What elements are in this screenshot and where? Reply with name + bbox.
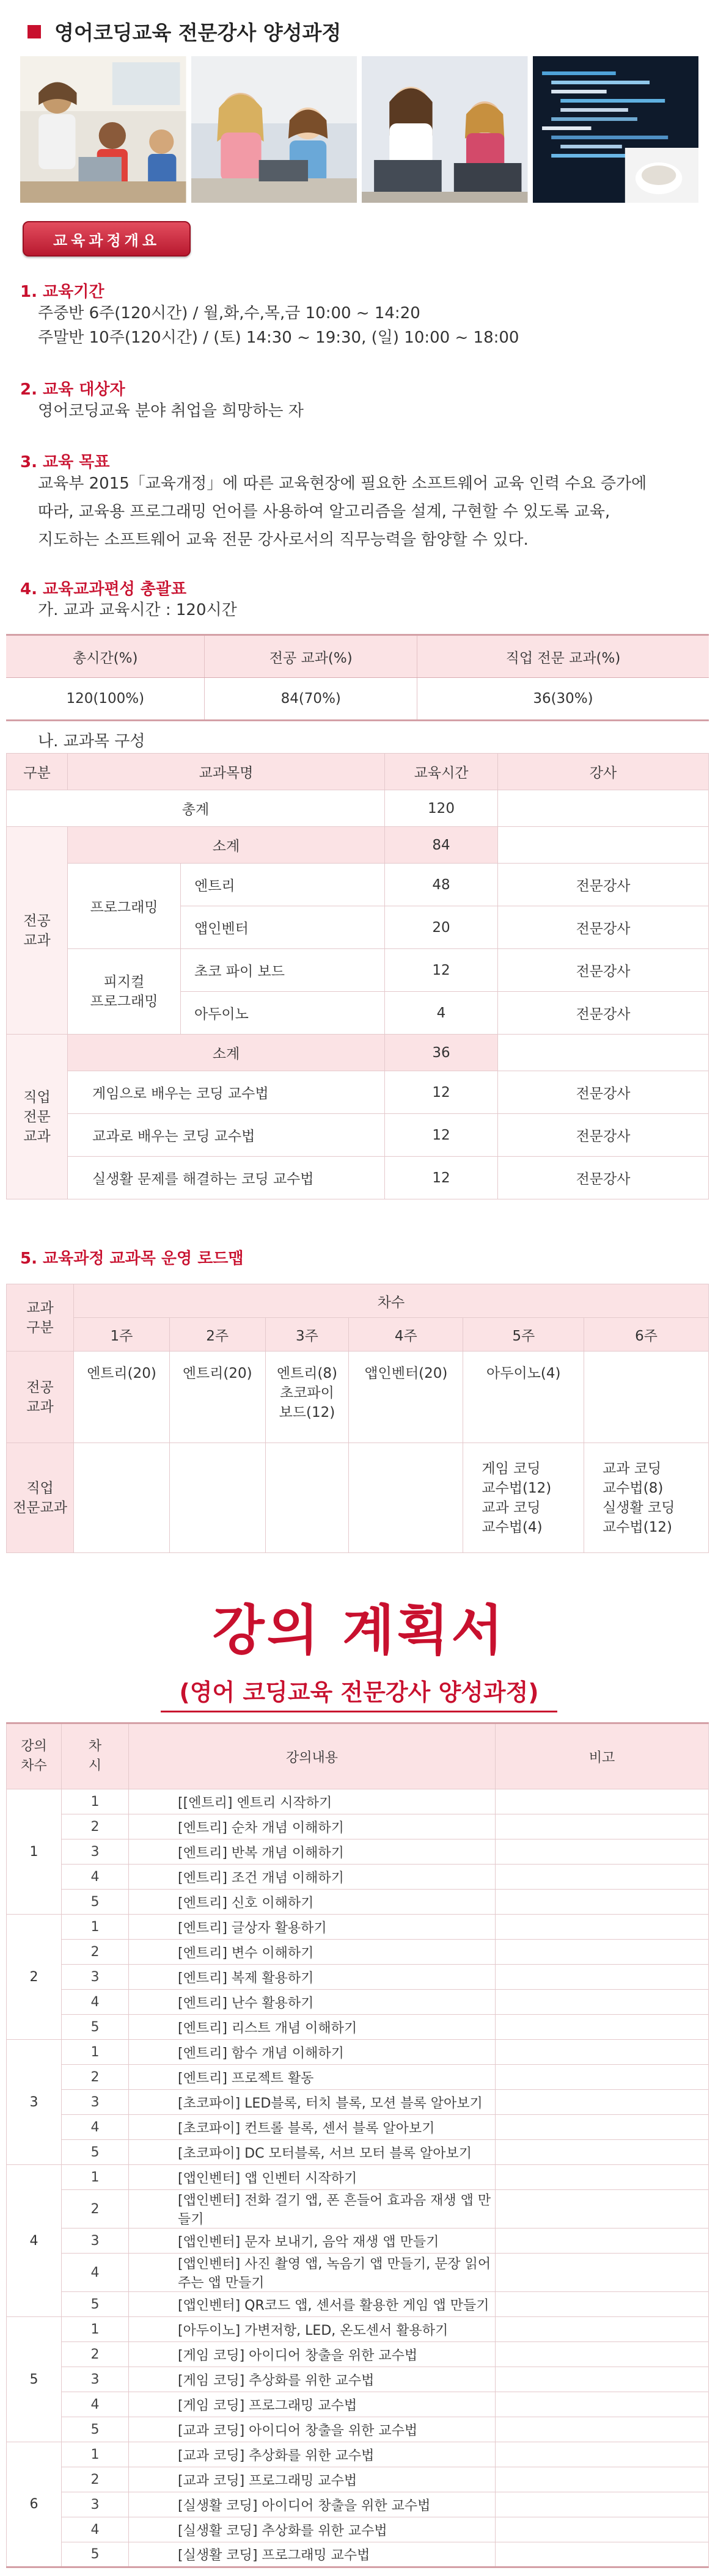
table-header: 강의내용 [129, 1723, 496, 1789]
table-row [7, 1352, 709, 1443]
lecture-note [496, 2065, 709, 2090]
week-header: 2주 [169, 1318, 265, 1352]
lecture-session-number: 4 [62, 2517, 129, 2542]
lecture-content: [초코파이] LED블록, 터치 블록, 모션 블록 알아보기 [129, 2090, 496, 2115]
subject-hours: 12 [385, 1157, 498, 1199]
lecture-content: [초코파이] 컨트롤 블록, 센서 블록 알아보기 [129, 2115, 496, 2140]
photo-classroom [20, 56, 186, 203]
table-row [7, 1940, 709, 1965]
section-heading-summary: 4. 교육교과편성 총괄표 [20, 580, 187, 599]
roadmap-cell [265, 1443, 349, 1553]
photo-code-screen [533, 56, 699, 203]
roadmap-cell: 엔트리(8) 초코파이 보드(12) [265, 1352, 349, 1443]
lecture-note [496, 2392, 709, 2417]
roadmap-table [6, 1284, 709, 1553]
table-header: 구분 [7, 754, 68, 790]
table-row [7, 949, 709, 992]
lecture-note [496, 2040, 709, 2065]
table-row [7, 2015, 709, 2040]
table-row [7, 2542, 709, 2567]
lecture-week-number: 1 [7, 1789, 62, 1915]
subject-teacher: 전문강사 [498, 1157, 709, 1199]
roadmap-job-label: 직업 전문교과 [7, 1443, 74, 1553]
table-row [7, 2229, 709, 2254]
lecture-session-number: 1 [62, 2165, 129, 2190]
lecture-note [496, 2417, 709, 2442]
roadmap-cell: 엔트리(20) [74, 1352, 170, 1443]
table-header-row [7, 1723, 709, 1789]
lecture-plan-title: 강의 계획서 [212, 1599, 506, 1662]
lecture-week-number: 2 [7, 1915, 62, 2040]
lecture-content: [실생활 코딩] 프로그래밍 교수법 [129, 2542, 496, 2567]
physical-programming-label: 피지컬 프로그래밍 [68, 949, 181, 1035]
lecture-content: [게임 코딩] 추상화를 위한 교수법 [129, 2367, 496, 2392]
lecture-session-number: 2 [62, 2190, 129, 2229]
lecture-note [496, 2542, 709, 2567]
subject-hours: 12 [385, 949, 498, 992]
table-cell: 120(100%) [6, 678, 205, 721]
section-text-weekend: 주말반 10주(120시간) / (토) 14:30 ~ 19:30, (일) 10:00 ~ 18:00 [38, 329, 519, 347]
week-header: 5주 [463, 1318, 584, 1352]
lecture-note [496, 2517, 709, 2542]
lecture-content: [엔트리] 리스트 개념 이해하기 [129, 2015, 496, 2040]
lecture-content: [엔트리] 난수 활용하기 [129, 1990, 496, 2015]
table-header: 차수 [74, 1284, 709, 1318]
course-overview-badge: 교육과정개요 [23, 221, 191, 257]
lecture-note [496, 2115, 709, 2140]
table-row [7, 2292, 709, 2317]
lecture-session-number: 2 [62, 2342, 129, 2367]
lecture-session-number: 1 [62, 2317, 129, 2342]
table-cell: 36(30%) [417, 678, 709, 721]
table-row [7, 2392, 709, 2417]
table-row [7, 1443, 709, 1553]
week-header: 4주 [349, 1318, 463, 1352]
roadmap-cell: 앱인벤터(20) [349, 1352, 463, 1443]
table-row [7, 2492, 709, 2517]
job-subtotal-hours: 36 [385, 1035, 498, 1071]
table-row [7, 1071, 709, 1114]
lecture-note [496, 1915, 709, 1940]
subject-hours: 12 [385, 1114, 498, 1157]
lecture-note [496, 2442, 709, 2467]
subject-name: 앱인벤터 [181, 906, 385, 949]
table-row [7, 2367, 709, 2392]
table-row [7, 1839, 709, 1865]
table-row [7, 2317, 709, 2342]
lecture-week-number: 4 [7, 2165, 62, 2317]
lecture-note [496, 2467, 709, 2492]
lecture-note [496, 2367, 709, 2392]
lecture-content: [엔트리] 함수 개념 이해하기 [129, 2040, 496, 2065]
lecture-note [496, 1890, 709, 1915]
subject-hours: 48 [385, 864, 498, 906]
section-text-goal-1: 교육부 2015「교육개정」에 따른 교육현장에 필요한 소프트웨어 교육 인력 수요 증가에 [38, 475, 647, 493]
lecture-session-number: 5 [62, 2140, 129, 2165]
lecture-content: [엔트리] 반복 개념 이해하기 [129, 1839, 496, 1865]
lecture-content: [앱인벤터] 전화 걸기 앱, 폰 흔들어 효과음 재생 앱 만들기 [129, 2190, 496, 2229]
lecture-session-number: 5 [62, 2292, 129, 2317]
section-text-goal-2: 따라, 교육용 프로그래밍 언어를 사용하여 알고리즘을 설계, 구현할 수 있도록 교육, [38, 503, 610, 521]
lecture-session-number: 3 [62, 2090, 129, 2115]
subject-name: 초코 파이 보드 [181, 949, 385, 992]
table-header: 강사 [498, 754, 709, 790]
roadmap-cell [74, 1443, 170, 1553]
roadmap-cell [584, 1352, 709, 1443]
roadmap-cell [169, 1443, 265, 1553]
subject-teacher: 전문강사 [498, 906, 709, 949]
table-cell: 84(70%) [205, 678, 417, 721]
lecture-session-number: 4 [62, 2254, 129, 2292]
subject-name: 엔트리 [181, 864, 385, 906]
lecture-session-number: 5 [62, 2417, 129, 2442]
lecture-content: [엔트리] 변수 이해하기 [129, 1940, 496, 1965]
sub-heading-hours: 가. 교과 교육시간 : 120시간 [38, 601, 237, 619]
lecture-session-number: 2 [62, 2065, 129, 2090]
major-subtotal-label: 소계 [68, 827, 385, 864]
table-row [7, 2190, 709, 2229]
lecture-content: [게임 코딩] 아이디어 창출을 위한 교수법 [129, 2342, 496, 2367]
photo-students [191, 56, 357, 203]
table-header-row [7, 1284, 709, 1318]
job-label: 직업 전문 교과 [7, 1035, 68, 1199]
lecture-content: [엔트리] 글상자 활용하기 [129, 1915, 496, 1940]
lecture-note [496, 2090, 709, 2115]
section-text-goal-3: 지도하는 소프트웨어 교육 전문 강사로서의 직무능력을 함양할 수 있다. [38, 531, 529, 549]
lecture-content: [초코파이] DC 모터블록, 서브 모터 블록 알아보기 [129, 2140, 496, 2165]
table-row [7, 1114, 709, 1157]
lecture-note [496, 1814, 709, 1839]
lecture-session-number: 3 [62, 1965, 129, 1990]
roadmap-cell: 엔트리(20) [169, 1352, 265, 1443]
table-row [7, 2165, 709, 2190]
lecture-session-number: 1 [62, 1915, 129, 1940]
table-header: 교과목명 [68, 754, 385, 790]
programming-label: 프로그래밍 [68, 864, 181, 949]
lecture-note [496, 2292, 709, 2317]
total-hours: 120 [385, 790, 498, 827]
lecture-content: [앱인벤터] 앱 인벤터 시작하기 [129, 2165, 496, 2190]
job-subtotal-label: 소계 [68, 1035, 385, 1071]
table-header: 총시간(%) [6, 635, 205, 678]
table-row [7, 2417, 709, 2442]
table-header-row [7, 754, 709, 790]
table-header: 전공 교과(%) [205, 635, 417, 678]
table-row [7, 2065, 709, 2090]
roadmap-cell [349, 1443, 463, 1553]
table-row [7, 2254, 709, 2292]
table-row [7, 790, 709, 827]
section-heading-roadmap: 5. 교육과정 교과목 운영 로드맵 [20, 1250, 244, 1268]
lecture-content: [엔트리] 신호 이해하기 [129, 1890, 496, 1915]
lecture-session-number: 3 [62, 2229, 129, 2254]
lecture-session-number: 4 [62, 2115, 129, 2140]
table-row [7, 1915, 709, 1940]
table-row [7, 1814, 709, 1839]
lecture-note [496, 1940, 709, 1965]
lecture-content: [교과 코딩] 프로그래밍 교수법 [129, 2467, 496, 2492]
table-row [7, 2342, 709, 2367]
section-heading-goal: 3. 교육 목표 [20, 453, 110, 471]
table-header-row [7, 1318, 709, 1352]
lecture-note [496, 2254, 709, 2292]
page-title: 영어코딩교육 전문강사 양성과정 [27, 17, 341, 46]
lecture-session-number: 4 [62, 1990, 129, 2015]
lecture-session-number: 2 [62, 1814, 129, 1839]
table-row [7, 2517, 709, 2542]
table-header: 강의 차수 [7, 1723, 62, 1789]
lecture-session-number: 3 [62, 2492, 129, 2517]
roadmap-cell: 아두이노(4) [463, 1352, 584, 1443]
table-row [7, 1035, 709, 1071]
lecture-note [496, 1865, 709, 1890]
table-row [7, 827, 709, 864]
lecture-content: [교과 코딩] 아이디어 창출을 위한 교수법 [129, 2417, 496, 2442]
section-heading-period: 1. 교육기간 [20, 283, 104, 301]
table-row [6, 678, 709, 721]
lecture-week-number: 6 [7, 2442, 62, 2567]
subject-name: 교과로 배우는 코딩 교수법 [68, 1114, 385, 1157]
lecture-session-number: 1 [62, 1789, 129, 1814]
table-row [7, 2467, 709, 2492]
table-row [7, 1157, 709, 1199]
lecture-content: [실생활 코딩] 아이디어 창출을 위한 교수법 [129, 2492, 496, 2517]
table-row [7, 1890, 709, 1915]
table-header-row [6, 635, 709, 678]
lecture-note [496, 1839, 709, 1865]
lecture-content: [엔트리] 조건 개념 이해하기 [129, 1865, 496, 1890]
subject-teacher: 전문강사 [498, 864, 709, 906]
sub-heading-composition: 나. 교과목 구성 [38, 732, 145, 751]
subject-teacher: 전문강사 [498, 1071, 709, 1114]
roadmap-cell: 교과 코딩 교수법(8) 실생활 코딩 교수법(12) [584, 1443, 709, 1553]
subject-teacher: 전문강사 [498, 1114, 709, 1157]
table-row [7, 2040, 709, 2065]
table-row [7, 1789, 709, 1814]
lecture-note [496, 2140, 709, 2165]
week-header: 6주 [584, 1318, 709, 1352]
lecture-content: [앱인벤터] QR코드 앱, 센서를 활용한 게임 앱 만들기 [129, 2292, 496, 2317]
lecture-content: [[엔트리] 엔트리 시작하기 [129, 1789, 496, 1814]
table-header: 비고 [496, 1723, 709, 1789]
lecture-content: [교과 코딩] 추상화를 위한 교수법 [129, 2442, 496, 2467]
section-text-weekday: 주중반 6주(120시간) / 월,화,수,목,금 10:00 ~ 14:20 [38, 304, 420, 322]
subject-hours: 12 [385, 1071, 498, 1114]
lecture-content: [실생활 코딩] 추상화를 위한 교수법 [129, 2517, 496, 2542]
lecture-content: [엔트리] 순차 개념 이해하기 [129, 1814, 496, 1839]
lecture-plan-table [6, 1722, 709, 2568]
subject-name: 아두이노 [181, 992, 385, 1035]
subject-composition-table [6, 753, 709, 1199]
lecture-content: [앱인벤터] 사진 촬영 앱, 녹음기 앱 만들기, 문장 읽어주는 앱 만들기 [129, 2254, 496, 2292]
hours-summary-table [6, 634, 709, 721]
lecture-session-number: 2 [62, 1940, 129, 1965]
subject-teacher: 전문강사 [498, 949, 709, 992]
lecture-content: [아두이노] 가변저항, LED, 온도센서 활용하기 [129, 2317, 496, 2342]
table-row [7, 1990, 709, 2015]
table-row [7, 2140, 709, 2165]
table-row [7, 1865, 709, 1890]
table-header: 차 시 [62, 1723, 129, 1789]
lecture-session-number: 3 [62, 1839, 129, 1865]
lecture-note [496, 2492, 709, 2517]
table-row [7, 2442, 709, 2467]
week-header: 1주 [74, 1318, 170, 1352]
subject-name: 게임으로 배우는 코딩 교수법 [68, 1071, 385, 1114]
lecture-content: [엔트리] 복제 활용하기 [129, 1965, 496, 1990]
table-row [7, 864, 709, 906]
lecture-session-number: 5 [62, 2542, 129, 2567]
lecture-session-number: 1 [62, 2040, 129, 2065]
lecture-content: [앱인벤터] 문자 보내기, 음악 재생 앱 만들기 [129, 2229, 496, 2254]
lecture-note [496, 2190, 709, 2229]
major-subtotal-hours: 84 [385, 827, 498, 864]
subject-hours: 4 [385, 992, 498, 1035]
lecture-session-number: 1 [62, 2442, 129, 2467]
lecture-note [496, 2015, 709, 2040]
lecture-content: [게임 코딩] 프로그래밍 교수법 [129, 2392, 496, 2417]
roadmap-cell: 게임 코딩 교수법(12) 교과 코딩 교수법(4) [463, 1443, 584, 1553]
lecture-session-number: 4 [62, 2392, 129, 2417]
lecture-note [496, 1789, 709, 1814]
square-bullet-icon [27, 25, 41, 38]
lecture-note [496, 1990, 709, 2015]
major-label: 전공 교과 [7, 827, 68, 1035]
lecture-session-number: 2 [62, 2467, 129, 2492]
lecture-note [496, 2165, 709, 2190]
lecture-plan-subtitle: (영어 코딩교육 전문강사 양성과정) [0, 1673, 718, 1707]
subject-teacher: 전문강사 [498, 992, 709, 1035]
lecture-note [496, 2229, 709, 2254]
lecture-session-number: 5 [62, 1890, 129, 1915]
total-label: 총계 [7, 790, 385, 827]
lecture-week-number: 5 [7, 2317, 62, 2442]
week-header: 3주 [265, 1318, 349, 1352]
lecture-session-number: 5 [62, 2015, 129, 2040]
section-heading-target: 2. 교육 대상자 [20, 380, 125, 399]
lecture-content: [엔트리] 프로젝트 활동 [129, 2065, 496, 2090]
photo-strip [20, 56, 698, 203]
lecture-week-number: 3 [7, 2040, 62, 2165]
table-header: 교과 구분 [7, 1284, 74, 1352]
table-row [7, 2115, 709, 2140]
table-header: 직업 전문 교과(%) [417, 635, 709, 678]
lecture-note [496, 2317, 709, 2342]
roadmap-major-label: 전공 교과 [7, 1352, 74, 1443]
table-row [7, 2090, 709, 2115]
lecture-session-number: 3 [62, 2367, 129, 2392]
lecture-note [496, 1965, 709, 1990]
lecture-note [496, 2342, 709, 2367]
subject-hours: 20 [385, 906, 498, 949]
photo-laptops [362, 56, 528, 203]
table-row [7, 1965, 709, 1990]
table-header: 교육시간 [385, 754, 498, 790]
subject-name: 실생활 문제를 해결하는 코딩 교수법 [68, 1157, 385, 1199]
lecture-session-number: 4 [62, 1865, 129, 1890]
section-text-target: 영어코딩교육 분야 취업을 희망하는 자 [38, 402, 304, 420]
